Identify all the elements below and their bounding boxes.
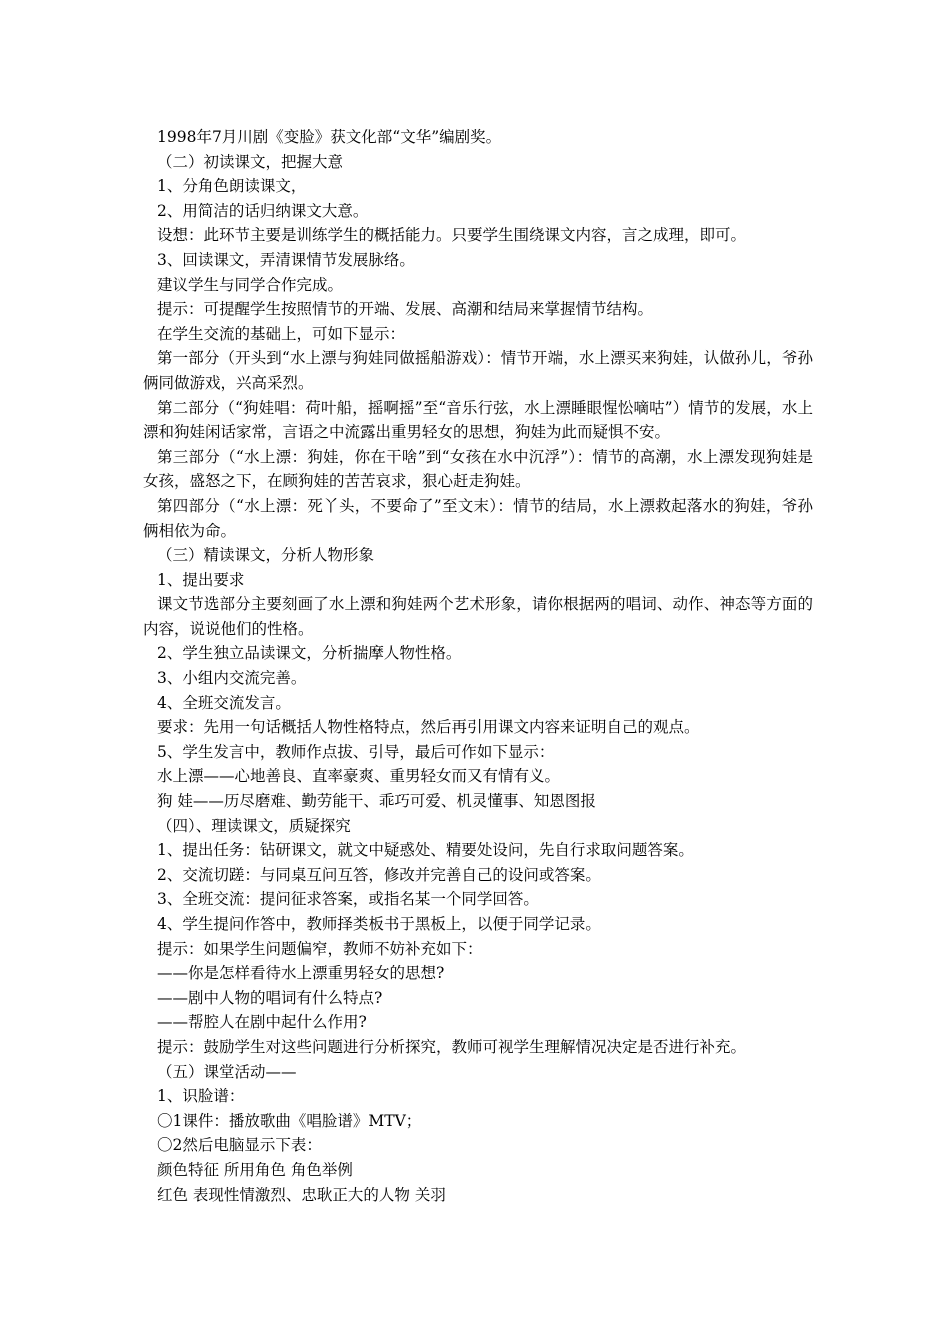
section-heading: （三）精读课文，分析人物形象 bbox=[157, 546, 375, 565]
text-line: 设想：此环节主要是训练学生的概括能力。只要学生围绕课文内容，言之成理，即可。 bbox=[157, 226, 747, 245]
text-line: 1998年7月川剧《变脸》获文化部“文华”编剧奖。 bbox=[157, 128, 502, 146]
question-line: ——剧中人物的唱词有什么特点? bbox=[157, 988, 383, 1007]
text-line: 1、提出任务：钻研课文，就文中疑惑处、精要处设问，先自行求取问题答案。 bbox=[157, 841, 694, 860]
text-line: 5、学生发言中，教师作点拔、引导，最后可作如下显示： bbox=[157, 742, 555, 761]
text-line: 狗 娃——历尽磨难、勤劳能干、乖巧可爱、机灵懂事、知恩图报 bbox=[157, 792, 596, 811]
text-line: 提示：可提醒学生按照情节的开端、发展、高潮和结局来掌握情节结构。 bbox=[157, 300, 654, 319]
text-line: 〇1课件：播放歌曲《唱脸谱》MTV； bbox=[157, 1111, 422, 1130]
text-line: 提示：如果学生问题偏窄，教师不妨补充如下： bbox=[157, 939, 483, 958]
text-line: 3、全班交流：提问征求答案，或指名某一个同学回答。 bbox=[157, 890, 539, 909]
text-line: 水上漂——心地善良、直率豪爽、重男轻女而又有情有义。 bbox=[157, 767, 561, 786]
text-line: 1、分角色朗读课文， bbox=[157, 177, 307, 196]
table-row-line: 红色 表现性情激烈、忠耿正大的人物 关羽 bbox=[157, 1185, 446, 1204]
section-heading: （四）、理读课文，质疑探究 bbox=[157, 816, 351, 835]
table-header-line: 颜色特征 所用角色 角色举例 bbox=[157, 1160, 353, 1179]
text-line: 3、回读课文，弄清课情节发展脉络。 bbox=[157, 250, 415, 269]
section-heading: （五）课堂活动—— bbox=[157, 1062, 297, 1081]
text-line: 要求：先用一句话概括人物性格特点，然后再引用课文内容来证明自己的观点。 bbox=[157, 718, 700, 737]
paragraph-part-four: 第四部分（“水上漂：死丫头，不要命了”至文末）：情节的结局，水上漂救起落水的狗娃，爷孙俩相依为命。 bbox=[143, 496, 813, 540]
question-line: ——帮腔人在剧中起什么作用? bbox=[157, 1013, 367, 1032]
document-page bbox=[143, 125, 813, 1207]
paragraph-requirement: 课文节选部分主要刻画了水上漂和狗娃两个艺术形象，请你根据两的唱词、动作、神态等方面的内容，说说他们的性格。 bbox=[143, 595, 813, 638]
text-line: 4、学生提问作答中，教师择类板书于黑板上，以便于同学记录。 bbox=[157, 915, 601, 933]
text-line: 1、识脸谱： bbox=[157, 1087, 245, 1106]
text-line: 4、全班交流发言。 bbox=[157, 693, 291, 712]
text-line: 提示：鼓励学生对这些问题进行分析探究，教师可视学生理解情况决定是否进行补充。 bbox=[157, 1037, 747, 1056]
paragraph-part-two: 第二部分（“狗娃唱：荷叶船，摇啊摇”至“音乐行弦，水上漂睡眼惺忪嘀咕”）情节的发展，水上漂和狗娃闲话家常，言语之中流露出重男轻女的思想，狗娃为此而疑惧不安。 bbox=[143, 398, 813, 442]
paragraph-part-three: 第三部分（“水上漂：狗娃，你在干啥”到“女孩在水中沉浮”）：情节的高潮，水上漂发现狗娃是女孩，盛怒之下，在顾狗娃的苦苦哀求，狠心赶走狗娃。 bbox=[143, 447, 813, 491]
text-line: 〇2然后电脑显示下表： bbox=[157, 1136, 322, 1155]
paragraph-part-one: 第一部分（开头到“水上漂与狗娃同做摇船游戏）：情节开端，水上漂买来狗娃，认做孙儿，爷孙俩同做游戏，兴高采烈。 bbox=[143, 349, 813, 392]
text-line: 2、交流切蹉：与同桌互问互答，修改并完善自己的设问或答案。 bbox=[157, 865, 601, 884]
text-line: 2、学生独立品读课文，分析揣摩人物性格。 bbox=[157, 644, 462, 663]
text-line: 2、用简洁的话归纳课文大意。 bbox=[157, 201, 369, 220]
question-line: ——你是怎样看待水上漂重男轻女的思想? bbox=[157, 964, 445, 983]
text-line: 3、小组内交流完善。 bbox=[157, 669, 307, 688]
section-heading: （二）初读课文，把握大意 bbox=[157, 152, 344, 171]
text-line: 建议学生与同学合作完成。 bbox=[157, 275, 344, 294]
text-line: 1、提出要求 bbox=[157, 570, 245, 589]
text-line: 在学生交流的基础上，可如下显示： bbox=[157, 324, 406, 343]
